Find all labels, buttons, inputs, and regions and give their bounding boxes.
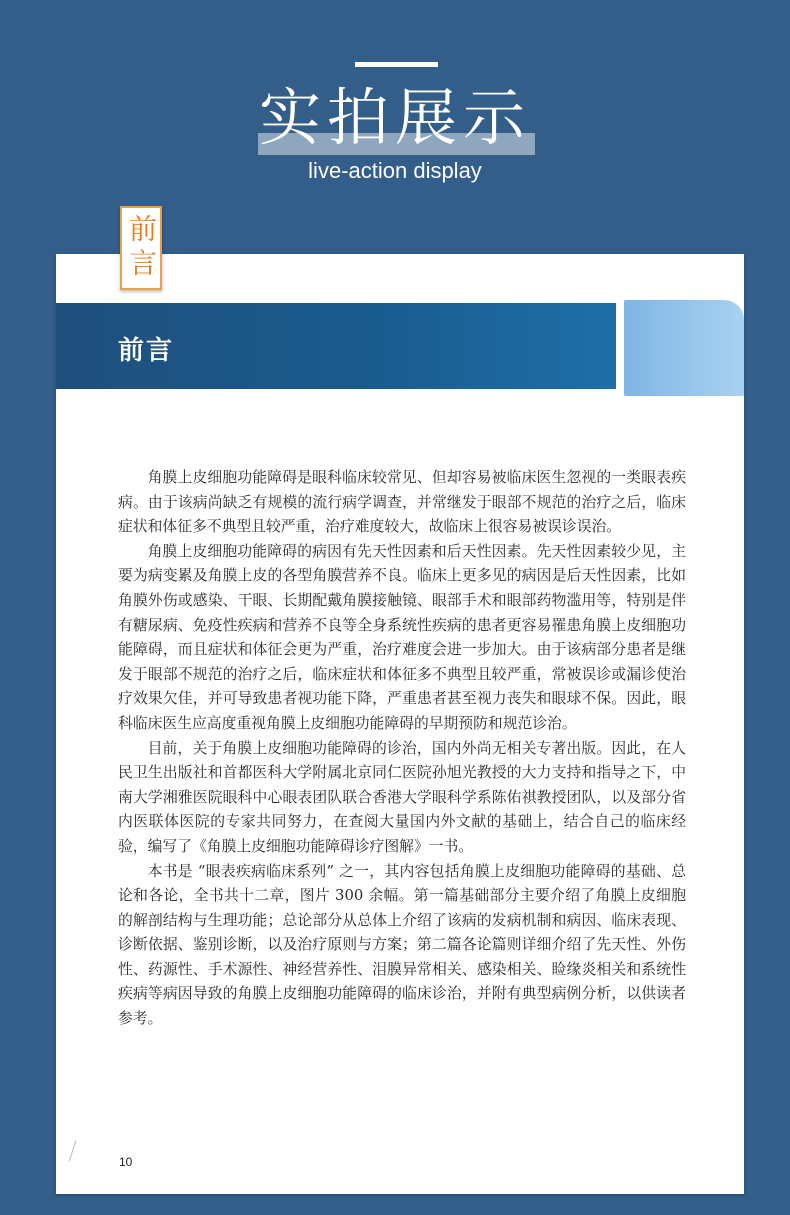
- section-tag: 前言: [120, 206, 162, 290]
- page-title: 实拍展示: [258, 81, 531, 154]
- chapter-banner-accent: [624, 300, 744, 396]
- page-number: 10: [119, 1155, 133, 1169]
- header-top-bar: [355, 62, 438, 67]
- chapter-banner-title: 前言: [118, 336, 175, 366]
- header-title-block: [0, 78, 790, 158]
- paragraph: 角膜上皮细胞功能障碍是眼科临床较常见、但却容易被临床医生忽视的一类眼表疾病。由于该病尚缺乏有规模的流行病学调查，并常继发于眼部不规范的治疗之后，临床症状和体征多不典型且较严重，治疗难度较大，故临床上很容易被误诊误治。: [118, 469, 686, 536]
- paragraph: 本书是 “眼表疾病临床系列” 之一，其内容包括角膜上皮细胞功能障碍的基础、总论和各论，全书共十二章，图片 300 余幅。第一篇基础部分主要介绍了角膜上皮细胞的解剖结构与生理功能；总论部分从总体上介绍了该病的发病机制和病因、临床表现、诊断依据、鉴别诊断，以及治疗原则与方案；第二篇各论篇则详细介绍了先天性、外伤性、药源性、手术源性、神经营养性、泪膜异常相关、感染相关、睑缘炎相关和系统性疾病等病因导致的角膜上皮细胞功能障碍的临床诊治，并附有典型病例分析，以供读者参考。: [118, 862, 686, 1028]
- preface-body: [118, 466, 686, 1032]
- page-subtitle: live-action display: [308, 158, 482, 183]
- paragraph: 目前，关于角膜上皮细胞功能障碍的诊治，国内外尚无相关专著出版。因此，在人民卫生出版社和首都医科大学附属北京同仁医院孙旭光教授的大力支持和指导之下，中南大学湘雅医院眼科中心眼表团队联合香港大学眼科学系陈佑祺教授团队，以及部分省内医联体医院的专家共同努力，在查阅大量国内外文献的基础上，结合自己的临床经验，编写了《角膜上皮细胞功能障碍诊疗图解》一书。: [118, 739, 686, 855]
- paragraph: 角膜上皮细胞功能障碍的病因有先天性因素和后天性因素。先天性因素较少见，主要为病变累及角膜上皮的各型角膜营养不良。临床上更多见的病因是后天性因素，比如角膜外伤或感染、干眼、长期配戴角膜接触镜、眼部手术和眼部药物滥用等，特别是伴有糖尿病、免疫性疾病和营养不良等全身系统性疾病的患者更容易罹患角膜上皮细胞功能障碍，而且症状和体征会更为严重，治疗难度会进一步加大。由于该病部分患者是继发于眼部不规范的治疗之后，临床症状和体征多不典型且较严重，常被误诊或漏诊使治疗效果欠佳，并可导致患者视功能下降，严重患者甚至视力丧失和眼球不保。因此，眼科临床医生应高度重视角膜上皮细胞功能障碍的早期预防和规范诊治。: [118, 542, 686, 732]
